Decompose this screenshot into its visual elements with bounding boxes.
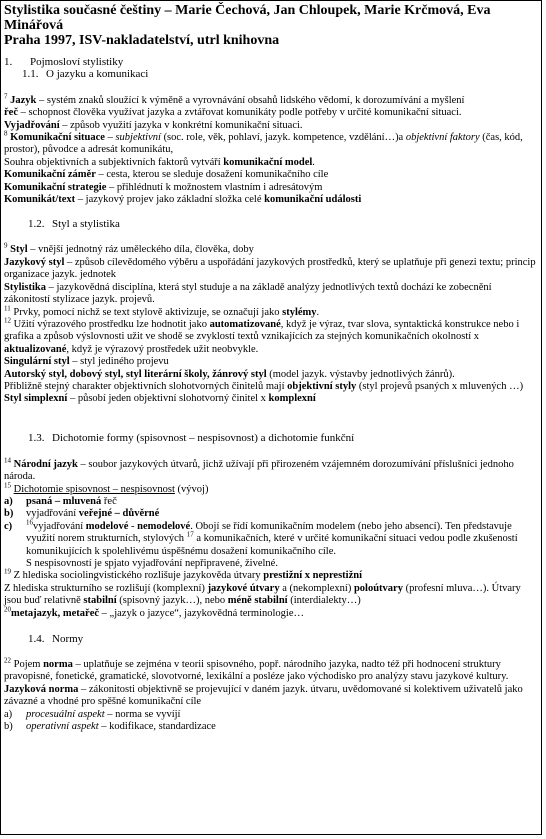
paragraph-11: $^{11}$ Prvky, pomocí nichž se text stylově aktivizuje, se označují jako stylémy. — [4, 304, 320, 318]
dichotomy-list — [4, 496, 538, 570]
paragraph-8: $^8$ Komunikační situace – subjektivní (soc. role, věk, pohlaví, jazyk. kompetence, vzdělání…)a objektivní faktory (čas, kód, prostor), původce a adresát komunikátu, Souhra objektivních a subjektivních faktorů vytváří komunikační model. Komunikační záměr – cesta, kterou se sleduje dosažení komunikačního cíle Komunikační strategie – přihlédnutí k možnostem vlastním i adresátovým Komunikát/text – jazykový projev jako základní složka celé komunikační události — [4, 129, 523, 206]
list-item: a) procesuální aspekt – norma se vyvíjí — [4, 708, 181, 720]
paragraph-7: $^7$ Jazyk – systém znaků sloužící k výměně a vyrovnávání obsahů lidského vědomí, k dorozumívání a myšlení řeč – schopnost člověka využívat jazyka a zvtářovat komunikáty podle potřeby v určité komunikační situaci. Vyjadřování – způsob využití jazyka v konkrétní komunikační situaci. — [4, 92, 465, 131]
paragraph-12: $^{12}$ Užití výrazového prostředku lze hodnotit jako automatizované, když je výraz, tvar slova, syntaktická konstrukce nebo i grafika a způsob výslovnosti užit ve shodě se zvyklostí textů vznikajících za stejných komunikačních okolností x aktualizované, když je výrazový prostředek užit neobvykle. Singulární styl – styl jediného projevu Autorský styl, dobový styl, styl literární školy, žánrový styl (model jazyk. výstavby jednotlivých žánrů). Přibližně stejný charakter objektivních slohotvorných činitelů mají objektivní styly (styl projevů psaných x mluvených …) Styl simplexní – působí jeden objektivní slohotvorný činitel x komplexní — [4, 316, 524, 405]
paragraph-9: $^9$ Styl – vnější jednotný ráz uměleckého díla, člověka, doby Jazykový styl – způsob cílevědomého výběru a uspořádání jazykových prostředků, který se uplatňuje při genezi textu; princip organizace jazyk. jednotek Stylistika – jazykovědná disciplína, která styl studuje a na základě analýzy jednotlivých textů dochází ke zobecnění zákonitostí stylizace jazyk. projevů. — [4, 241, 536, 306]
section-heading-1: 1. Pojmosloví stylistiky — [4, 56, 124, 68]
section-heading-1-4: 1.4. Normy — [28, 633, 84, 646]
section-heading-1-1: 1.1. O jazyku a komunikaci — [22, 68, 149, 81]
paragraph-14: $^{14}$ Národní jazyk – soubor jazykových útvarů, jichž užívají při přirozeném vzájemném dorozumívání příslušníci jednoho národa. $^{15}$ Dichotomie spisovnost – nespisovnost (vývoj) — [4, 456, 514, 495]
section-heading-1-3: 1.3. Dichotomie formy (spisovnost – nespisovnost) a dichotomie funkční — [28, 431, 355, 444]
paragraph-19: $^{19}$ Z hlediska sociolingvistického rozlišuje jazykověda útvary prestižní x neprestižní Z hlediska strukturního se rozlišují (komplexní) jazykové útvary a (nekomplexní) poloútvary (profesní mluva…). Útvary jsou buď relativně stabilní (spisovný jazyk…), nebo méně stabilní (interdialekty…) $^{20}$metajazyk, metařeč – „jazyk o jazyce“, jazykovědná terminologie… — [4, 567, 521, 619]
document-title: Stylistika současné češtiny – Marie Čechová, Jan Chloupek, Marie Krčmová, Eva Minářová Praha 1997, ISV-nakladatelství, utrl knihovna — [4, 3, 491, 48]
list-item: a) psaná – mluvená řeč — [4, 495, 117, 507]
paragraph-22: $^{22}$ Pojem norma – uplatňuje se zejména v teorii spisovného, popř. národního jazyka, nadto též při hodnocení struktury pravopisné, fonetické, gramatické, slovotvorné, lexikální a posléze jako východisko pro analýzy stavu jazykové kultury. Jazyková norma – zákonitosti objektivně se projevující v daném jazyk. útvaru, uvědomované si kolektivem uživatelů jako závazné a vhodné pro spěšné komunikační cíle — [4, 656, 523, 708]
list-item: c) $^{16}$vyjadřování modelové - nemodelové. Obojí se řídí komunikačním modelem (nebo jeho absencí). Ten představuje využití norem strukturních, stylových $^{17}$ a komunikačních, které v určité komunikační situaci vedou podle zkušeností komunikujících k spolehlivému úspěšnému dosažení komunikačního cíle. S nespisovností je spjato vyjadřování nepřipravené, živelné. — [4, 518, 518, 569]
norm-aspects-list — [4, 709, 538, 734]
section-heading-1-2: 1.2. Styl a stylistika — [28, 218, 120, 231]
list-item: b) vyjadřování veřejné – důvěrné — [4, 508, 160, 520]
list-item: b) operativní aspekt – kodifikace, standardizace — [4, 721, 216, 733]
